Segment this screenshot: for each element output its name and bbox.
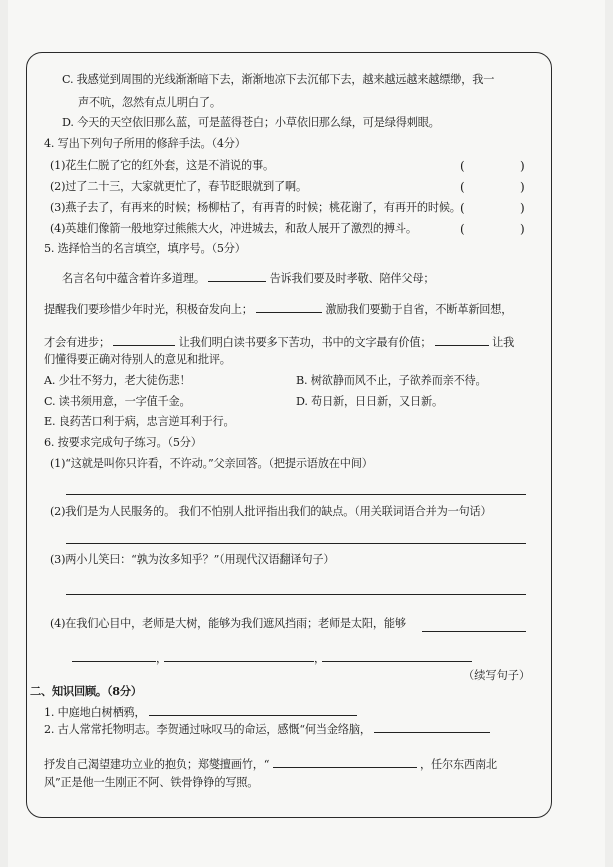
q5-paragraph-line2 [44, 301, 512, 317]
q6-blank-4d[interactable] [322, 650, 472, 662]
part2-l1-text: 1. 中庭地白树栖鸦， [44, 706, 146, 719]
q6-comma-2: ， [314, 652, 325, 665]
q5-p1-text: 名言名句中蕴含着许多道理。 [62, 272, 205, 285]
part2-line-4: 风”正是他一生刚正不阿、铁骨铮铮的写照。 [44, 776, 259, 789]
q6-item-3: (3)两小儿笑曰：“孰为汝多知乎？”（用现代汉语翻译句子） [50, 553, 335, 566]
q6-comma-1: ， [156, 652, 167, 665]
q6-answer-line-4a[interactable] [422, 631, 526, 632]
q6-blank-4c[interactable] [164, 650, 314, 662]
part2-title: 二、知识回顾。（8分） [30, 684, 142, 698]
exam-sheet [8, 0, 605, 867]
q4-answer-close-3: ) [520, 201, 525, 215]
q5-option-d: D. 苟日新，日日新，又日新。 [296, 395, 443, 408]
q4-answer-open-4: ( [460, 222, 465, 236]
q5-p3b-text: 让我们明白读书要多下苦功，书中的文字最有价值； [178, 336, 432, 349]
q4-answer-close-2: ) [520, 180, 525, 194]
q5-option-a: A. 少壮不努力，老大徒伤悲！ [44, 374, 191, 387]
q5-title: 5. 选择恰当的名言填空，填序号。（5分） [44, 242, 246, 255]
part2-line-3 [44, 756, 497, 772]
q4-item-3: (3)燕子去了，有再来的时候；杨柳枯了，有再青的时候；桃花谢了，有再开的时候。 [50, 201, 461, 214]
q4-item-2: (2)过了二十三，大家就更忙了，春节眨眼就到了啊。 [50, 180, 307, 193]
part2-blank-2[interactable] [374, 721, 490, 733]
q6-answer-line-1[interactable] [66, 494, 526, 495]
q5-p2b-text: 激励我们要勤于自省，不断革新回想， [325, 303, 513, 316]
q5-option-c: C. 读书须用意，一字值千金。 [44, 395, 191, 408]
q4-answer-open-1: ( [460, 159, 465, 173]
part2-l2-text: 2. 古人常常托物明志。李贺通过咏叹马的命运，感慨“何当金络脑， [44, 723, 371, 736]
q6-blank-4b[interactable] [72, 650, 156, 662]
q3-option-c-line1: C. 我感觉到周围的光线渐渐暗下去，渐渐地凉下去沉郁下去，越来越远越来越缥缈，我一 [62, 73, 495, 86]
q6-answer-line-2[interactable] [66, 543, 526, 544]
q5-option-e: E. 良药苦口利于病，忠言逆耳利于行。 [44, 415, 235, 428]
q6-item-4-blanks [72, 650, 472, 666]
q5-p3c-text: 让我 [492, 336, 515, 349]
q5-p2-text: 提醒我们要珍惜少年时光，积极奋发向上； [44, 303, 253, 316]
q6-answer-line-3[interactable] [66, 594, 526, 595]
q6-title: 6. 按要求完成句子练习。（5分） [44, 436, 202, 449]
q5-paragraph-line3 [44, 334, 514, 350]
q4-item-1: (1)花生仁脱了它的红外套，这是不消说的事。 [50, 159, 275, 172]
q4-title: 4. 写出下列句子所用的修辞手法。（4分） [44, 137, 246, 150]
q5-p1b-text: 告诉我们要及时孝敬、陪伴父母； [269, 272, 435, 285]
q6-item-1: (1)“这就是叫你只许看，不许动。”父亲回答。（把提示语放在中间） [50, 457, 373, 470]
q4-answer-open-2: ( [460, 180, 465, 194]
q5-blank-2[interactable] [256, 301, 322, 313]
part2-blank-3[interactable] [273, 756, 417, 768]
q5-blank-3[interactable] [113, 334, 175, 346]
q4-answer-close-4: ) [520, 222, 525, 236]
part2-l3b-text: ，任尔东西南北 [420, 758, 497, 771]
q4-answer-open-3: ( [460, 201, 465, 215]
q6-item-4: (4)在我们心目中，老师是大树，能够为我们遮风挡雨；老师是太阳，能够 [50, 617, 406, 630]
q5-blank-1[interactable] [208, 270, 266, 282]
q6-item-2: (2)我们是为人民服务的。 我们不怕别人批评指出我们的缺点。（用关联词语合并为一句话） [50, 505, 492, 518]
q5-blank-4[interactable] [435, 334, 489, 346]
q5-paragraph-line1 [62, 270, 434, 286]
q4-item-4: (4)英雄们像箭一般地穿过熊熊大火，冲进城去，和敌人展开了激烈的搏斗。 [50, 222, 417, 235]
part2-l3-text: 抒发自己渴望建功立业的抱负；郑燮擅画竹，“ [44, 758, 270, 771]
part2-line-1 [44, 704, 357, 720]
q6-continue-note: （续写句子） [463, 669, 531, 682]
q5-option-b: B. 树欲静而风不止，子欲养而亲不待。 [296, 374, 487, 387]
q5-paragraph-line4: 们懂得要正确对待别人的意见和批评。 [44, 353, 231, 366]
q4-answer-close-1: ) [520, 159, 525, 173]
q5-p3-text: 才会有进步； [44, 336, 110, 349]
part2-blank-1[interactable] [149, 704, 357, 716]
q3-option-c-line2: 声不吭，忽然有点儿明白了。 [78, 96, 221, 109]
q3-option-d: D. 今天的天空依旧那么蓝，可是蓝得苍白；小草依旧那么绿，可是绿得刺眼。 [62, 116, 440, 129]
part2-line-2 [44, 721, 490, 737]
